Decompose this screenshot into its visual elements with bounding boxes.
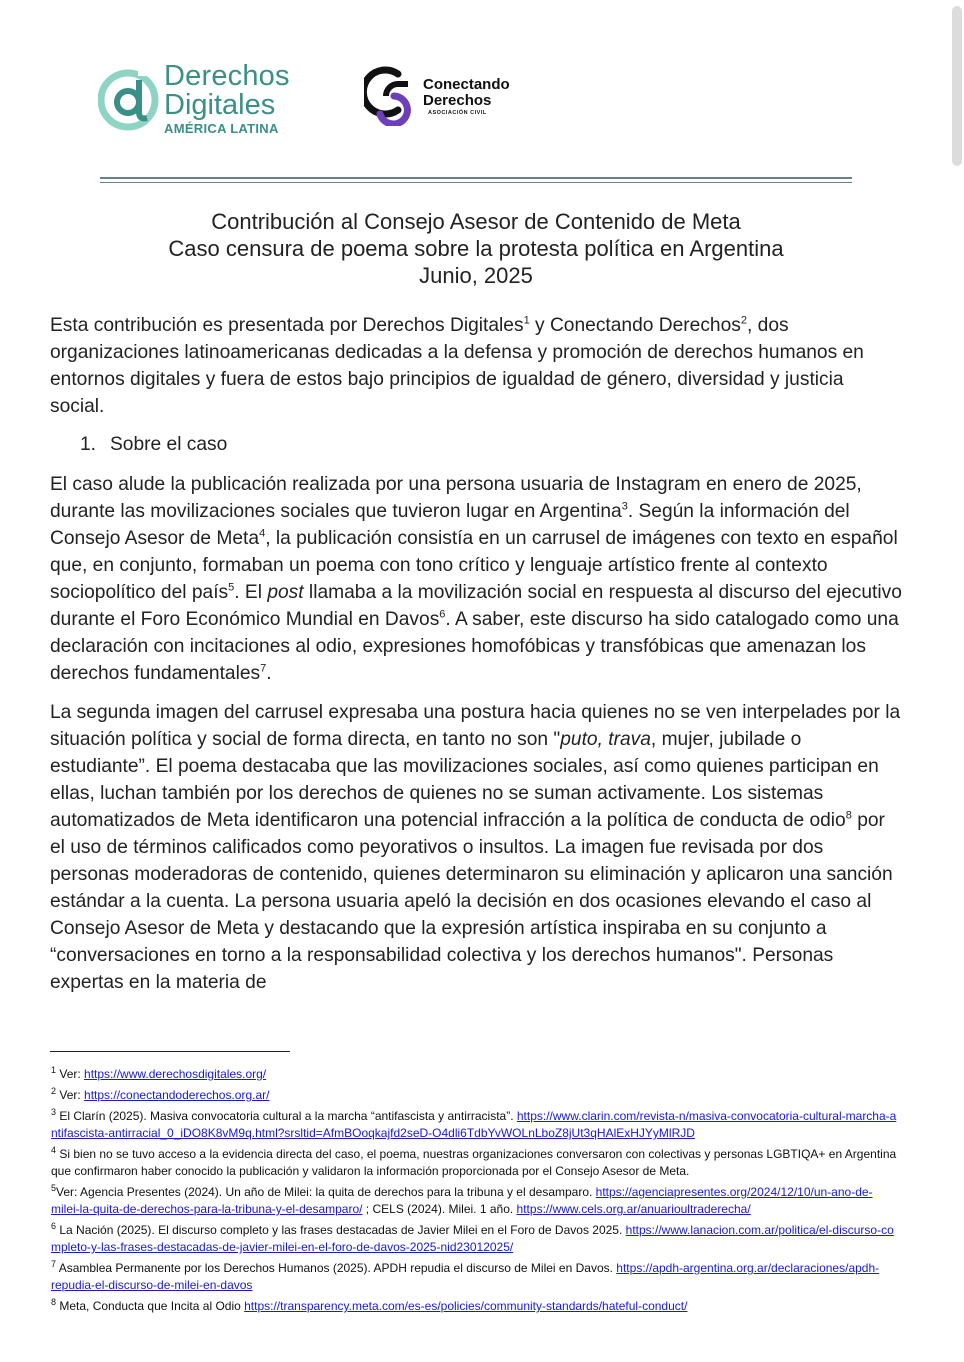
footnote-link[interactable]: https://transparency.meta.com/es-es/policies/community-standards/hateful-conduct/ <box>244 1299 688 1313</box>
footnote-link[interactable]: https://www.clarin.com/revista-n/masiva-convocatoria-cultural-marcha-antifascista-antirracial_0_iDO8K8vM9q.html?srsltid=AfmBOoqkajfd2seD-O4dli6TdbYvWOLnLboZ8jUt3qHAlExHJYyMlRJD <box>51 1109 897 1140</box>
footnote-separator <box>50 1051 290 1052</box>
logo-text-line2: Digitales <box>164 89 276 121</box>
footnote-1: $^1$ Ver: https://www.derechosdigitales.org/ <box>51 1065 267 1081</box>
logo-text-line3: ASOCIACIÓN CIVIL <box>428 110 487 116</box>
derechos-digitales-logo <box>98 62 308 138</box>
section-heading <box>50 431 902 458</box>
conectando-derechos-logo <box>364 66 534 128</box>
vertical-scrollbar[interactable] <box>950 0 964 1362</box>
footnote-4: $^4$ Si bien no se tuvo acceso a la evidencia directa del caso, el poema, nuestras organizaciones conversaron con colectivas y personas LGBTIQA+ en Argentina que confirmaron haber conocido la publicación y validaron la información proporcionada por el Consejo Asesor de Meta. <box>51 1145 897 1178</box>
case-paragraph-2: La segunda imagen del carrusel expresaba una postura hacia quienes no se ven interpelades por la situación política y social de forma directa, en tanto no son "puto, trava, mujer, jubilade o estudiante”. El poema destacaba que las movilizaciones sociales, así como quienes participan en ellas, luchan también por los derechos de quienes no se suman activamente. Los sistemas automatizados de Meta identificaron una potencial infracción a la política de conducta de odio$^8$ por el uso de términos calificados como peyorativos o insultos. La imagen fue revisada por dos personas moderadoras de contenido, quienes determinaron su eliminación y aplicaron una sanción estándar a la cuenta. La persona usuaria apeló la decisión en dos ocasiones elevando el caso al Consejo Asesor de Meta y destacando que la expresión artística inspiraba en su conjunto a “conversaciones en torno a la responsabilidad colectiva y los derechos humanos". Personas expertas en la materia de <box>50 702 901 993</box>
footnote-ref[interactable]: 1 <box>523 314 530 327</box>
footnote-ref[interactable]: 4 <box>259 527 266 540</box>
logo-text-line3: AMÉRICA LATINA <box>164 121 279 136</box>
document-title <box>0 208 952 289</box>
header-divider <box>100 177 852 179</box>
logo-text-line1: Conectando <box>423 76 510 93</box>
intro-paragraph: Esta contribución es presentada por Derechos Digitales$^1$ y Conectando Derechos$^2$, dos organizaciones latinoamericanas dedicadas a la defensa y promoción de derechos humanos en entornos digitales y fuera de estos bajo principios de igualdad de género, diversidad y justicia social. <box>50 314 864 417</box>
footnote-7: $^7$ Asamblea Permanente por los Derechos Humanos (2025). APDH repudia el discurso de Milei en Davos. https://apdh-argentina.org.ar/declaraciones/apdh-repudia-el-discurso-de-milei-en-davos <box>51 1259 880 1292</box>
footnote-8: $^8$ Meta, Conducta que Incita al Odio https://transparency.meta.com/es-es/policies/community-standards/hateful-conduct/ <box>51 1297 688 1313</box>
logo-text-line1: Derechos <box>164 60 290 92</box>
footnote-link[interactable]: https://apdh-argentina.org.ar/declaraciones/apdh-repudia-el-discurso-de-milei-en-davos <box>51 1261 880 1292</box>
cd-logo-icon <box>364 66 422 126</box>
scrollbar-thumb[interactable] <box>952 6 962 166</box>
footnote-link[interactable]: https://conectandoderechos.org.ar/ <box>84 1088 270 1102</box>
section-number: 1. <box>80 434 97 455</box>
footnote-ref[interactable]: 5 <box>228 581 235 594</box>
footnote-3: $^3$ El Clarín (2025). Masiva convocatoria cultural a la marcha “antifascista y antirracista”. https://www.clarin.com/revista-n/masiva-convocatoria-cultural-marcha-antifascista-antirracial_0_iDO8K8vM9q.html?srsltid=AfmBOoqkajfd2seD-O4dli6TdbYvWOLnLboZ8jUt3qHAlExHJYyMlRJD <box>51 1107 897 1140</box>
footnote-6: $^6$ La Nación (2025). El discurso completo y las frases destacadas de Javier Milei en el Foro de Davos 2025. https://www.lanacion.com.ar/politica/el-discurso-completo-y-las-frases-destacadas-de-javier-milei-en-el-foro-de-davos-2025-nid23012025/ <box>51 1221 894 1254</box>
footnote-ref[interactable]: 2 <box>740 314 747 327</box>
title-line-3: Junio, 2025 <box>419 263 533 288</box>
section-label: Sobre el caso <box>110 434 228 455</box>
footnote-ref[interactable]: 3 <box>621 500 628 513</box>
footnote-ref[interactable]: 6 <box>439 608 446 621</box>
logo-text-line2: Derechos <box>423 92 492 109</box>
footnote-2: $^2$ Ver: https://conectandoderechos.org.ar/ <box>51 1086 270 1102</box>
footnote-5: $^5$Ver: Agencia Presentes (2024). Un año de Milei: la quita de derechos para la tribuna y el desamparo. https://agenciapresentes.org/2024/12/10/un-ano-de-milei-la-quita-de-derechos-para-la-tribuna-y-el-desamparo/ ; CELS (2024). Milei. 1 año. https://www.cels.org.ar/anuarioultraderecha/ <box>51 1183 873 1216</box>
document-body <box>50 312 902 996</box>
footnote-link[interactable]: https://agenciapresentes.org/2024/12/10/un-ano-de-milei-la-quita-de-derechos-para-la-tribuna-y-el-desamparo/ <box>51 1185 873 1216</box>
footnote-link[interactable]: https://www.derechosdigitales.org/ <box>84 1067 267 1081</box>
case-paragraph-1: El caso alude la publicación realizada por una persona usuaria de Instagram en enero de 2025, durante las movilizaciones sociales que tuvieron lugar en Argentina$^3$. Según la información del Consejo Asesor de Meta$^4$, la publicación consistía en un carrusel de imágenes con texto en español que, en conjunto, formaban un poema con tono crítico y lenguaje artístico frente al contexto sociopolítico del país$^5$. El post llamaba a la movilización social en respuesta al discurso del ejecutivo durante el Foro Económico Mundial en Davos$^6$. A saber, este discurso ha sido catalogado como una declaración con incitaciones al odio, expresiones homofóbicas y transfóbicas que amenazan los derechos fundamentales$^7$. <box>50 474 902 684</box>
footnotes <box>51 1066 901 1319</box>
footnote-ref[interactable]: 8 <box>845 809 852 822</box>
header-divider-thin <box>100 182 852 183</box>
footnote-ref[interactable]: 7 <box>260 662 267 675</box>
footnote-link[interactable]: https://www.cels.org.ar/anuarioultraderecha/ <box>516 1202 751 1216</box>
at-sign-icon <box>98 62 160 134</box>
title-line-1: Contribución al Consejo Asesor de Contenido de Meta <box>211 209 741 234</box>
title-line-2: Caso censura de poema sobre la protesta política en Argentina <box>168 236 784 261</box>
footnote-link[interactable]: https://www.lanacion.com.ar/politica/el-discurso-completo-y-las-frases-destacadas-de-javier-milei-en-el-foro-de-davos-2025-nid23012025/ <box>51 1223 894 1254</box>
